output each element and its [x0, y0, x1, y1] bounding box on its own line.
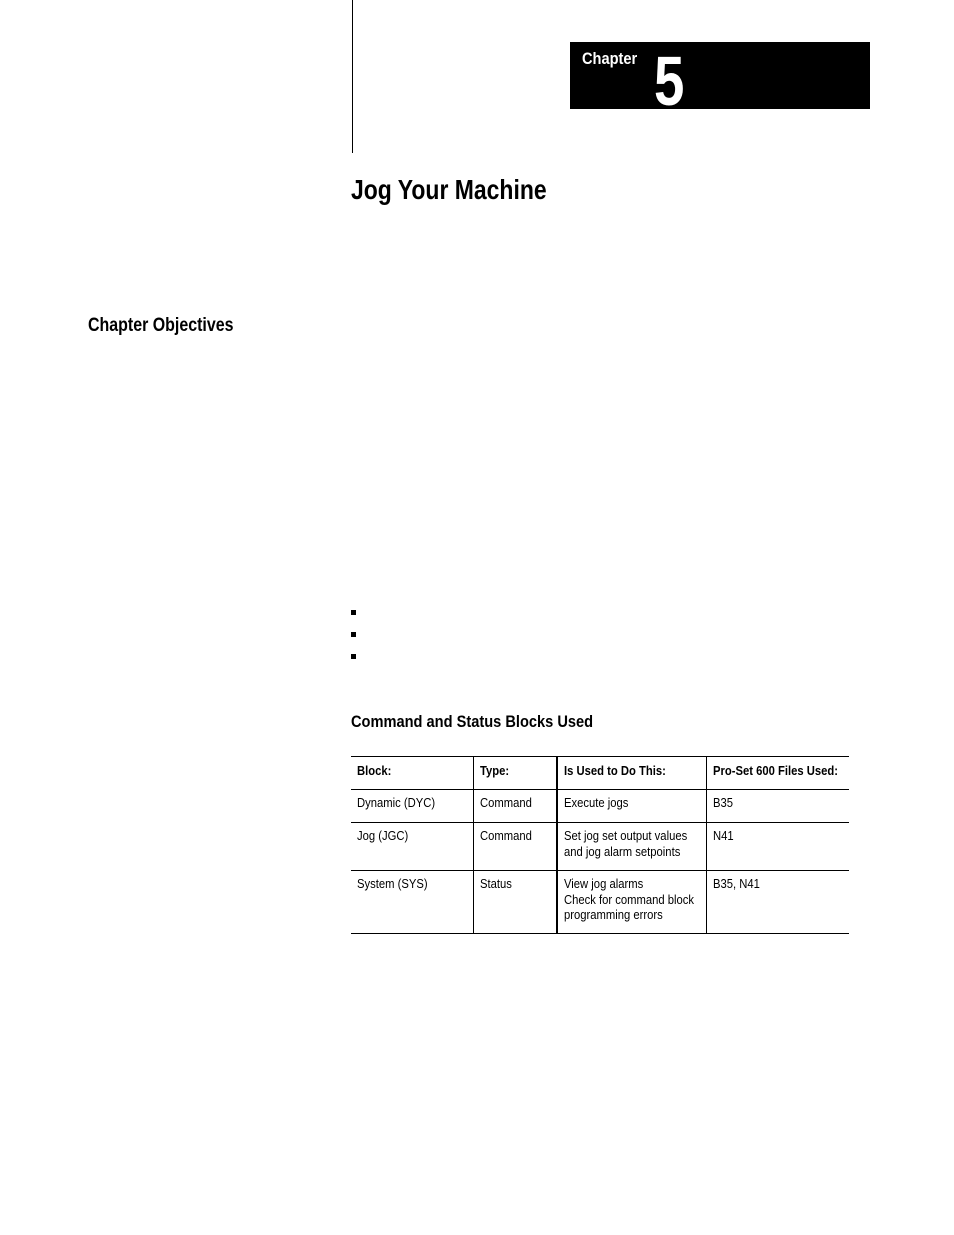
table-header-row — [351, 757, 849, 790]
bullet-marker — [351, 610, 356, 615]
column-header-type: Type: — [473, 757, 557, 790]
margin-rule — [352, 0, 353, 153]
cell-purpose: Execute jogs — [557, 790, 706, 823]
column-header-files: Pro-Set 600 Files Used: — [706, 757, 849, 790]
chapter-tab — [570, 42, 870, 109]
blocks-table — [351, 756, 849, 934]
cell-files: B35, N41 — [706, 871, 849, 934]
section-heading-chapter-objectives: Chapter Objectives — [88, 315, 234, 336]
table-row — [351, 823, 849, 871]
cell-purpose: View jog alarms Check for command block programming errors — [557, 871, 706, 934]
table-heading: Command and Status Blocks Used — [351, 712, 594, 731]
table-row — [351, 790, 849, 823]
bullet-marker — [351, 632, 356, 637]
cell-block: Jog (JGC) — [351, 823, 473, 871]
chapter-label: Chapter — [582, 49, 638, 68]
cell-block: Dynamic (DYC) — [351, 790, 473, 823]
page-title: Jog Your Machine — [351, 174, 547, 205]
cell-type: Command — [473, 823, 557, 871]
cell-purpose: Set jog set output values and jog alarm setpoints — [557, 823, 706, 871]
table-row — [351, 871, 849, 934]
cell-type: Command — [473, 790, 557, 823]
column-header-block: Block: — [351, 757, 473, 790]
cell-type: Status — [473, 871, 557, 934]
cell-files: N41 — [706, 823, 849, 871]
chapter-number: 5 — [654, 42, 685, 109]
column-header-purpose: Is Used to Do This: — [557, 757, 706, 790]
cell-block: System (SYS) — [351, 871, 473, 934]
cell-files: B35 — [706, 790, 849, 823]
bullet-marker — [351, 654, 356, 659]
